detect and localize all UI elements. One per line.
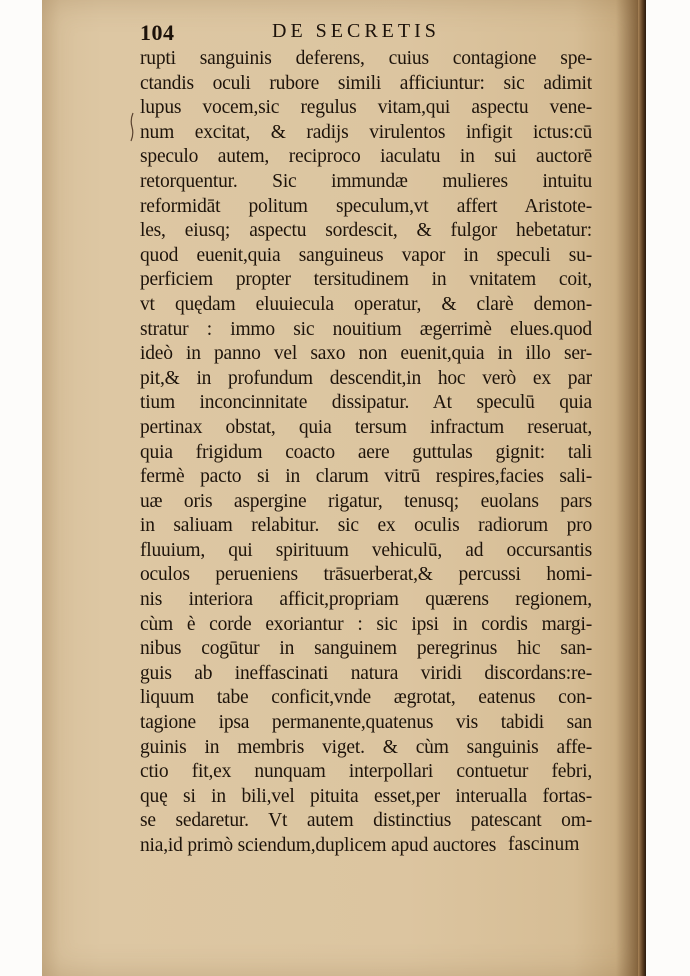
text-line: nia,id primò sciendum,duplicem apud auctores xyxy=(140,835,497,856)
text-line: tium inconcinnitate dissipatur. At speculū quia xyxy=(140,392,592,414)
text-line: les, eiusq; aspectu sordescit, & fulgor hebetatur: xyxy=(140,220,592,242)
body-text xyxy=(140,47,592,859)
text-line: lupus vocem,sic regulus vitam,qui aspectu vene- xyxy=(140,97,592,119)
text-line: tagione ipsa permanente,quatenus vis tabidi san xyxy=(140,712,592,734)
page-header xyxy=(140,20,540,50)
page-edge xyxy=(638,0,646,976)
margin-annotation-mark xyxy=(128,112,136,142)
text-line: fluuium, qui spirituum vehiculū, ad occursantis xyxy=(140,539,592,561)
text-line: uæ oris aspergine rigatur, tenusq; euolans pars xyxy=(140,490,592,512)
text-line: pertinax obstat, quia tersum infractum reseruat, xyxy=(140,416,592,438)
text-line: nis interiora afficit,propriam quærens regionem, xyxy=(140,589,592,611)
text-line: quia frigidum coacto aere guttulas gignit: tali xyxy=(140,441,592,463)
text-line: liquum tabe conficit,vnde ægrotat, eatenus con- xyxy=(140,687,592,709)
text-line: vt quędam eluuiecula operatur, & clarè demon- xyxy=(140,293,592,315)
text-line: fermè pacto si in clarum vitrū respires,facies sali- xyxy=(140,466,592,488)
text-line: ctio fit,ex nunquam interpollari contuetur febri, xyxy=(140,761,592,783)
text-line: rupti sanguinis deferens, cuius contagione spe- xyxy=(140,48,592,69)
text-line: in saliuam relabitur. sic ex oculis radiorum pro xyxy=(140,515,592,537)
text-line: pit,& in profundum descendit,in hoc verò ex par xyxy=(140,367,592,389)
catchword: fascinum xyxy=(508,834,580,855)
text-line: quę si in bili,vel pituita esset,per interualla fortas- xyxy=(140,785,592,807)
text-line: ctandis oculi rubore simili afficiuntur: sic adimit xyxy=(140,72,592,94)
text-line: perficiem propter tersitudinem in vnitatem coit, xyxy=(140,269,592,291)
text-line: reformidāt politum speculum,vt affert Aristote- xyxy=(140,195,592,217)
text-line: quod euenit,quia sanguineus vapor in speculi su- xyxy=(140,244,592,266)
text-line: stratur : immo sic nouitium ægerrimè elues.quod xyxy=(140,318,592,340)
text-line: retorquentur. Sic immundæ mulieres intuitu xyxy=(140,170,592,192)
text-line: speculo autem, reciproco iaculatu in sui auctorē xyxy=(140,146,592,168)
text-line: oculos perueniens trāsuerberat,& percussi homi- xyxy=(140,564,592,586)
text-line: ideò in panno vel saxo non euenit,quia in illo ser- xyxy=(140,343,592,365)
text-line: guinis in membris viget. & cùm sanguinis affe- xyxy=(140,736,592,758)
text-line: cùm è corde exoriantur : sic ipsi in cordis margi- xyxy=(140,613,592,635)
text-line: nibus cogūtur in sanguinem peregrinus hic san- xyxy=(140,638,592,660)
text-line: guis ab ineffascinati natura viridi discordans:re- xyxy=(140,662,592,684)
page-number: 104 xyxy=(140,20,175,45)
running-title: DE SECRETIS xyxy=(272,20,440,42)
text-line: se sedaretur. Vt autem distinctius patescant om- xyxy=(140,810,592,832)
text-line: num excitat, & radijs virulentos infigit ictus:cū xyxy=(140,121,592,143)
